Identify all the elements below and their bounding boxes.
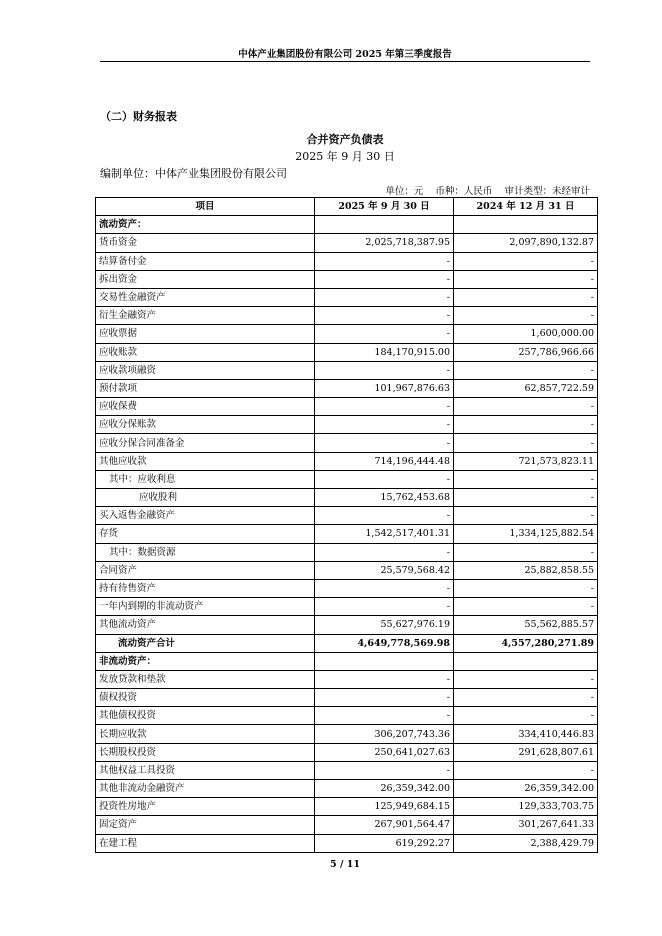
row-label: 应收保费 <box>96 398 315 416</box>
value-prior-period: 4,557,280,271.89 <box>454 634 598 652</box>
value-current-period: - <box>315 434 454 452</box>
value-current-period: 250,641,027.63 <box>315 743 454 761</box>
table-row <box>96 598 598 616</box>
value-prior-period: 55,562,885.57 <box>454 616 598 634</box>
table-row <box>96 561 598 579</box>
row-label: 发放贷款和垫款 <box>96 670 315 688</box>
value-current-period: 4,649,778,569.98 <box>315 634 454 652</box>
value-prior-period: 2,388,429.79 <box>454 834 598 852</box>
value-prior-period: - <box>454 579 598 597</box>
value-prior-period: - <box>454 270 598 288</box>
row-label: 结算备付金 <box>96 252 315 270</box>
table-row <box>96 470 598 488</box>
row-label: 应收账款 <box>96 343 315 361</box>
table-row <box>96 543 598 561</box>
page-number: 5 / 11 <box>330 859 360 870</box>
table-row <box>96 743 598 761</box>
header-rule <box>100 61 590 62</box>
column-header-current-period: 2025 年 9 月 30 日 <box>315 198 454 216</box>
row-label: 持有待售资产 <box>96 579 315 597</box>
column-header-prior-period: 2024 年 12 月 31 日 <box>454 198 598 216</box>
value-prior-period: - <box>454 416 598 434</box>
table-row <box>96 288 598 306</box>
value-current-period: - <box>315 689 454 707</box>
value-current-period: 26,359,342.00 <box>315 780 454 798</box>
row-label: 交易性金融资产 <box>96 288 315 306</box>
value-current-period: - <box>315 252 454 270</box>
row-label: 应收股利 <box>96 489 315 507</box>
value-current-period: - <box>315 579 454 597</box>
row-label: 投资性房地产 <box>96 798 315 816</box>
row-label: 应收款项融资 <box>96 361 315 379</box>
value-current-period <box>315 652 454 670</box>
row-label: 应收票据 <box>96 325 315 343</box>
value-prior-period: - <box>454 670 598 688</box>
unit-currency-audit-line: 单位：元 币种：人民币 审计类型：未经审计 <box>385 186 590 197</box>
table-row <box>96 634 598 652</box>
value-prior-period: - <box>454 434 598 452</box>
table-row <box>96 325 598 343</box>
value-current-period: 267,901,564.47 <box>315 816 454 834</box>
value-prior-period: 1,600,000.00 <box>454 325 598 343</box>
row-label: 存货 <box>96 525 315 543</box>
table-row <box>96 707 598 725</box>
value-prior-period: - <box>454 307 598 325</box>
row-label: 其他流动资产 <box>96 616 315 634</box>
value-prior-period: 25,882,858.55 <box>454 561 598 579</box>
table-row <box>96 670 598 688</box>
row-label: 其他债权投资 <box>96 707 315 725</box>
value-current-period: - <box>315 707 454 725</box>
value-current-period: 15,762,453.68 <box>315 489 454 507</box>
statement-title: 合并资产负债表 <box>306 133 384 146</box>
value-current-period: - <box>315 398 454 416</box>
table-row <box>96 416 598 434</box>
table-row <box>96 252 598 270</box>
table-row <box>96 834 598 852</box>
statement-date: 2025 年 9 月 30 日 <box>295 150 395 163</box>
table-row <box>96 616 598 634</box>
value-current-period: - <box>315 361 454 379</box>
row-label: 非流动资产： <box>96 652 315 670</box>
value-current-period: - <box>315 270 454 288</box>
table-body <box>96 216 598 853</box>
row-label: 应收分保账款 <box>96 416 315 434</box>
value-prior-period: - <box>454 361 598 379</box>
value-current-period: 714,196,444.48 <box>315 452 454 470</box>
value-prior-period: 62,857,722.59 <box>454 379 598 397</box>
value-prior-period: - <box>454 398 598 416</box>
value-current-period: 306,207,743.36 <box>315 725 454 743</box>
table-row <box>96 761 598 779</box>
table-row <box>96 507 598 525</box>
value-current-period: - <box>315 507 454 525</box>
row-label: 合同资产 <box>96 561 315 579</box>
row-label: 固定资产 <box>96 816 315 834</box>
table-row <box>96 379 598 397</box>
row-label: 买入返售金融资产 <box>96 507 315 525</box>
value-current-period: 125,949,684.15 <box>315 798 454 816</box>
table-row <box>96 398 598 416</box>
compiling-entity: 编制单位：中体产业集团股份有限公司 <box>100 167 287 180</box>
value-prior-period: 257,786,966.66 <box>454 343 598 361</box>
value-current-period: - <box>315 307 454 325</box>
row-label: 长期股权投资 <box>96 743 315 761</box>
value-current-period: 25,579,568.42 <box>315 561 454 579</box>
value-prior-period: - <box>454 470 598 488</box>
value-prior-period: 721,573,823.11 <box>454 452 598 470</box>
value-current-period: 184,170,915.00 <box>315 343 454 361</box>
column-header-item: 项目 <box>96 198 315 216</box>
table-row <box>96 216 598 234</box>
row-label: 货币资金 <box>96 234 315 252</box>
table-row <box>96 816 598 834</box>
value-current-period: - <box>315 670 454 688</box>
row-label: 其他应收款 <box>96 452 315 470</box>
value-prior-period: - <box>454 288 598 306</box>
table-row <box>96 652 598 670</box>
value-prior-period: 301,267,641.33 <box>454 816 598 834</box>
page-header-title: 中体产业集团股份有限公司 2025 年第三季度报告 <box>238 49 452 60</box>
row-label: 其他非流动金融资产 <box>96 780 315 798</box>
table-row <box>96 780 598 798</box>
value-current-period: - <box>315 761 454 779</box>
value-current-period <box>315 216 454 234</box>
table-row <box>96 689 598 707</box>
value-prior-period: - <box>454 707 598 725</box>
row-label: 长期应收款 <box>96 725 315 743</box>
value-prior-period: 129,333,703.75 <box>454 798 598 816</box>
row-label: 其他权益工具投资 <box>96 761 315 779</box>
table-row <box>96 525 598 543</box>
row-label: 应收分保合同准备金 <box>96 434 315 452</box>
value-current-period: 1,542,517,401.31 <box>315 525 454 543</box>
value-prior-period: - <box>454 543 598 561</box>
value-prior-period: - <box>454 507 598 525</box>
value-prior-period: - <box>454 689 598 707</box>
row-label: 流动资产： <box>96 216 315 234</box>
row-label: 流动资产合计 <box>96 634 315 652</box>
table-row <box>96 343 598 361</box>
value-prior-period: 26,359,342.00 <box>454 780 598 798</box>
value-current-period: - <box>315 470 454 488</box>
balance-sheet-table <box>95 197 598 853</box>
row-label: 其中：应收利息 <box>96 470 315 488</box>
value-current-period: 101,967,876.63 <box>315 379 454 397</box>
table-row <box>96 489 598 507</box>
value-current-period: - <box>315 288 454 306</box>
value-prior-period <box>454 216 598 234</box>
table-row <box>96 361 598 379</box>
table-row <box>96 579 598 597</box>
value-current-period: 2,025,718,387.95 <box>315 234 454 252</box>
value-current-period: - <box>315 598 454 616</box>
value-current-period: 619,292.27 <box>315 834 454 852</box>
value-current-period: - <box>315 543 454 561</box>
table-row <box>96 798 598 816</box>
table-row <box>96 234 598 252</box>
table-row <box>96 434 598 452</box>
value-current-period: 55,627,976.19 <box>315 616 454 634</box>
row-label: 一年内到期的非流动资产 <box>96 598 315 616</box>
table-header-row <box>96 198 598 216</box>
value-prior-period: - <box>454 252 598 270</box>
table-row <box>96 270 598 288</box>
value-prior-period: 291,628,807.61 <box>454 743 598 761</box>
value-prior-period: 1,334,125,882.54 <box>454 525 598 543</box>
table-row <box>96 452 598 470</box>
row-label: 其中：数据资源 <box>96 543 315 561</box>
row-label: 预付款项 <box>96 379 315 397</box>
value-current-period: - <box>315 416 454 434</box>
value-prior-period <box>454 652 598 670</box>
row-label: 债权投资 <box>96 689 315 707</box>
value-current-period: - <box>315 325 454 343</box>
row-label: 在建工程 <box>96 834 315 852</box>
value-prior-period: - <box>454 489 598 507</box>
section-title: （二）财务报表 <box>100 110 177 123</box>
value-prior-period: - <box>454 761 598 779</box>
table-row <box>96 725 598 743</box>
table-row <box>96 307 598 325</box>
row-label: 衍生金融资产 <box>96 307 315 325</box>
row-label: 拆出资金 <box>96 270 315 288</box>
value-prior-period: 2,097,890,132.87 <box>454 234 598 252</box>
value-prior-period: 334,410,446.83 <box>454 725 598 743</box>
value-prior-period: - <box>454 598 598 616</box>
